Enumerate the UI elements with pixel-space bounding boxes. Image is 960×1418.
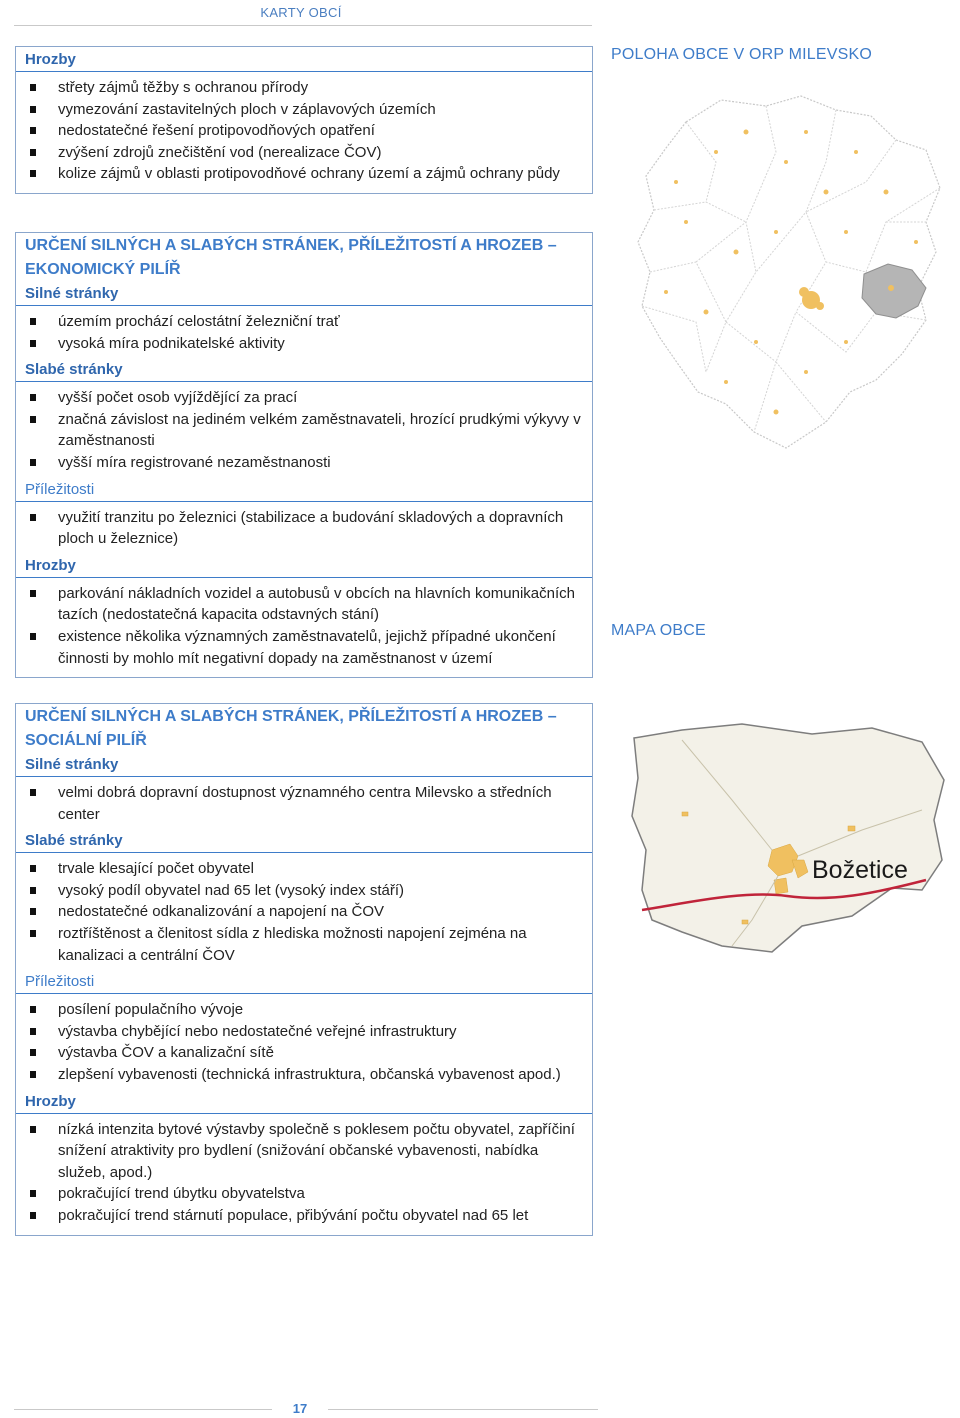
square-bullet-icon [30, 633, 36, 640]
social-pillar-box [15, 703, 593, 1236]
list-item-text: vysoká míra podnikatelské aktivity [58, 334, 285, 352]
list-item [16, 1064, 592, 1086]
economic-pillar-box [15, 232, 593, 678]
list-item [16, 583, 592, 626]
square-bullet-icon [30, 865, 36, 872]
list-item-text: pokračující trend úbytku obyvatelstva [58, 1185, 305, 1203]
list-item-text: vymezování zastavitelných ploch v záplavových územích [58, 100, 436, 118]
square-bullet-icon [30, 170, 36, 177]
social-title-line1: URČENÍ SILNÝCH A SLABÝCH STRÁNEK, PŘÍLEŽITOSTÍ A HROZEB – [25, 708, 557, 725]
list-item-text: nízká intenzita bytové výstavby společně s poklesem počtu obyvatel, zapříčiní snížení atraktivity pro bydlení (snižování občanské vybavenosti, nabídka služeb, apod.) [58, 1120, 575, 1181]
bozetice-map [622, 720, 952, 960]
list-item [16, 999, 592, 1021]
list-item-text: střety zájmů těžby s ochranou přírody [58, 79, 309, 96]
square-bullet-icon [30, 84, 36, 91]
list-item-text: nedostatečné odkanalizování a napojení na ČOV [58, 903, 385, 921]
location-map-title: POLOHA OBCE V ORP MILEVSKO [611, 46, 872, 63]
list-item [16, 1119, 592, 1184]
list-item-text: parkování nákladních vozidel a autobusů v obcích na hlavních komunikačních tazích (nedostatečná kapacita odstavných stání) [58, 584, 575, 624]
list-item-text: existence několika významných zaměstnavatelů, jejichž případné ukončení činnosti by mohlo mít negativní dopady na zaměstnanost v území [58, 627, 556, 667]
bullet-list [16, 583, 592, 669]
list-item-text: zvýšení zdrojů znečištění vod (nerealizace ČOV) [58, 143, 382, 161]
list-item [16, 1021, 592, 1043]
list-item-text: trvale klesající počet obyvatel [58, 860, 254, 878]
bullet-list [16, 858, 592, 966]
list-item-text: vyšší míra registrované nezaměstnanosti [58, 453, 331, 471]
bullet-list [16, 77, 592, 185]
square-bullet-icon [30, 318, 36, 325]
list-item-text: zlepšení vybavenosti (technická infrastruktura, občanská vybavenost apod.) [58, 1065, 561, 1083]
list-item [16, 387, 592, 409]
bullet-list [16, 507, 592, 550]
list-item-text: vyšší počet osob vyjíždějící za prací [58, 389, 298, 407]
list-item [16, 626, 592, 669]
footer-line-left [14, 1409, 272, 1410]
square-bullet-icon [30, 908, 36, 915]
section-heading: Hrozby [16, 48, 592, 72]
list-item [16, 1183, 592, 1205]
list-item-text: kolize zájmů v oblasti protipovodňové ochrany území a zájmů ochrany půdy [58, 165, 560, 183]
map-municipality-label: Božetice [812, 856, 908, 884]
square-bullet-icon [30, 459, 36, 466]
list-item [16, 409, 592, 452]
list-item-text: roztříštěnost a členitost sídla z hlediska možnosti napojení zejména na kanalizaci a centrální ČOV [58, 924, 527, 964]
economic-title-line1: URČENÍ SILNÝCH A SLABÝCH STRÁNEK, PŘÍLEŽITOSTÍ A HROZEB – [25, 237, 557, 254]
square-bullet-icon [30, 1190, 36, 1197]
page-number: 17 [292, 1401, 308, 1416]
bullet-list [16, 311, 592, 354]
list-item-text: nedostatečné řešení protipovodňových opatření [58, 122, 375, 140]
section-heading: Slabé stránky [16, 358, 592, 382]
orp-milevsko-map [626, 92, 948, 458]
list-item-text: velmi dobrá dopravní dostupnost významného centra Milevsko a středních center [58, 784, 552, 823]
square-bullet-icon [30, 789, 36, 796]
square-bullet-icon [30, 340, 36, 347]
list-item [16, 163, 592, 185]
square-bullet-icon [30, 1049, 36, 1056]
square-bullet-icon [30, 416, 36, 423]
section-heading: Příležitosti [16, 478, 592, 502]
list-item [16, 1205, 592, 1227]
list-item [16, 1042, 592, 1064]
section-heading: Hrozby [16, 554, 592, 578]
section-heading: Silné stránky [16, 753, 592, 777]
square-bullet-icon [30, 1212, 36, 1219]
section-heading: Příležitosti [16, 970, 592, 994]
list-item-text: posílení populačního vývoje [58, 1001, 244, 1019]
square-bullet-icon [30, 1028, 36, 1035]
square-bullet-icon [30, 1006, 36, 1013]
square-bullet-icon [30, 106, 36, 113]
list-item [16, 923, 592, 966]
square-bullet-icon [30, 514, 36, 521]
square-bullet-icon [30, 590, 36, 597]
list-item-text: značná závislost na jediném velkém zaměstnavateli, hrozící prudkými výkyvy v zaměstnanosti [58, 410, 581, 450]
list-item [16, 333, 592, 355]
municipality-area [632, 724, 944, 952]
section-heading: Hrozby [16, 1090, 592, 1114]
footer-line-right [328, 1409, 598, 1410]
bullet-list [16, 999, 592, 1085]
list-item [16, 452, 592, 474]
list-item [16, 99, 592, 121]
list-item-text: výstavba chybějící nebo nedostatečné veřejné infrastruktury [58, 1022, 457, 1040]
page-header-title: KARTY OBCÍ [260, 5, 342, 20]
bullet-list [16, 387, 592, 473]
list-item [16, 142, 592, 164]
threats-box [15, 46, 593, 194]
social-title-line2: SOCIÁLNÍ PILÍŘ [25, 732, 147, 749]
bullet-list [16, 1119, 592, 1227]
municipality-map-title: MAPA OBCE [611, 622, 706, 639]
square-bullet-icon [30, 394, 36, 401]
square-bullet-icon [30, 127, 36, 134]
square-bullet-icon [30, 1126, 36, 1133]
square-bullet-icon [30, 930, 36, 937]
section-heading: Slabé stránky [16, 829, 592, 853]
list-item [16, 507, 592, 550]
economic-title-line2: EKONOMICKÝ PILÍŘ [25, 261, 181, 278]
list-item-text: územím prochází celostátní železniční trať [58, 313, 340, 330]
section-heading: Silné stránky [16, 282, 592, 306]
list-item-text: vysoký podíl obyvatel nad 65 let (vysoký index stáří) [58, 881, 404, 899]
square-bullet-icon [30, 1071, 36, 1078]
bullet-list [16, 782, 592, 825]
header-divider [14, 25, 592, 26]
list-item [16, 901, 592, 923]
list-item [16, 120, 592, 142]
list-item-text: využití tranzitu po železnici (stabilizace a budování skladových a dopravních ploch u železnice) [58, 508, 564, 548]
square-bullet-icon [30, 887, 36, 894]
square-bullet-icon [30, 149, 36, 156]
list-item [16, 782, 592, 825]
list-item-text: výstavba ČOV a kanalizační sítě [58, 1044, 274, 1062]
list-item-text: pokračující trend stárnutí populace, přibývání počtu obyvatel nad 65 let [58, 1206, 529, 1224]
list-item [16, 311, 592, 333]
list-item [16, 77, 592, 99]
list-item [16, 858, 592, 880]
list-item [16, 880, 592, 902]
